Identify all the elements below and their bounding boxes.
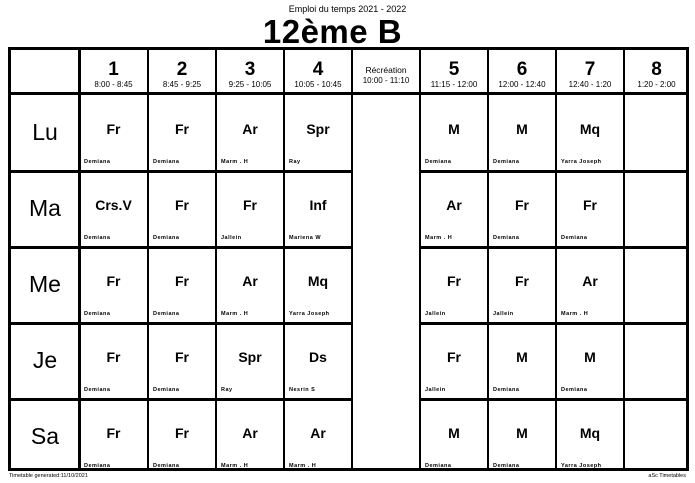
header-period-2 [148, 50, 216, 92]
class-title: 12ème B [262, 13, 403, 50]
lesson-subject: Ar [242, 425, 258, 441]
lesson-cell [420, 171, 488, 247]
break-label: Récréation [365, 65, 407, 75]
lesson-teacher: Demiana [153, 159, 180, 165]
lesson-cell [420, 95, 488, 171]
lesson-subject: M [516, 349, 528, 365]
lesson-subject: Fr [583, 197, 597, 213]
lesson-cell [556, 171, 624, 247]
lesson-cell [284, 247, 352, 323]
lesson-cell [420, 399, 488, 475]
lesson-subject: Fr [515, 197, 529, 213]
lesson-subject: Ar [242, 273, 258, 289]
lesson-cell [488, 171, 556, 247]
lesson-teacher: Demiana [493, 463, 520, 469]
footer-generated-date: Timetable generated:11/10/2021 [9, 473, 88, 479]
lesson-teacher: Jallein [493, 311, 514, 317]
lesson-teacher: Yarra Joseph [289, 311, 330, 317]
lesson-cell [79, 247, 148, 323]
lesson-cell [488, 323, 556, 399]
lesson-teacher: Demiana [153, 463, 180, 469]
lesson-cell [79, 399, 148, 475]
lesson-subject: M [516, 121, 528, 137]
period-number: 8 [651, 59, 662, 80]
lesson-subject: M [448, 121, 460, 137]
header-period-1 [79, 50, 148, 92]
lesson-cell [488, 399, 556, 475]
lesson-teacher: Jallein [221, 235, 242, 241]
lesson-subject: Fr [175, 349, 189, 365]
lesson-teacher: Demiana [425, 463, 452, 469]
lesson-subject: Fr [243, 197, 257, 213]
lesson-teacher: Marm . H [221, 311, 249, 317]
day-label-sa: Sa [30, 423, 60, 449]
period-number: 5 [448, 59, 460, 80]
lesson-subject: Fr [175, 121, 189, 137]
lesson-cell [148, 247, 216, 323]
lesson-cell [216, 399, 284, 475]
lesson-cell [488, 95, 556, 171]
period-number: 7 [584, 59, 596, 80]
period-time: 1:20 - 2:00 [637, 80, 676, 89]
lesson-teacher: Demiana [84, 235, 111, 241]
lesson-subject: Mq [579, 121, 601, 137]
lesson-cell [148, 171, 216, 247]
period-time: 8:00 - 8:45 [94, 80, 133, 89]
lesson-teacher: Demiana [84, 387, 111, 393]
header-period-5 [420, 50, 488, 92]
lesson-teacher: Marm . H [289, 463, 317, 469]
lesson-cell [79, 95, 148, 171]
lesson-cell [284, 399, 352, 475]
lesson-teacher: Demiana [425, 159, 452, 165]
lesson-cell [79, 323, 148, 399]
period-number: 2 [176, 59, 188, 80]
lesson-teacher: Demiana [561, 235, 588, 241]
period-time: 10:05 - 10:45 [294, 80, 342, 89]
lesson-subject: Fr [175, 197, 189, 213]
period-time: 8:45 - 9:25 [162, 80, 202, 89]
timetable-subtitle: Emploi du temps 2021 - 2022 [288, 4, 407, 14]
header-period-4 [284, 50, 352, 92]
lesson-cell [148, 323, 216, 399]
lesson-subject: Ar [446, 197, 462, 213]
lesson-teacher: Demiana [493, 235, 520, 241]
lesson-teacher: Jallein [425, 311, 446, 317]
lesson-subject: Inf [309, 197, 327, 213]
lesson-cell [556, 399, 624, 475]
day-label-me: Me [29, 271, 61, 297]
lesson-teacher: Yarra Joseph [561, 159, 602, 165]
lesson-teacher: Demiana [493, 387, 520, 393]
header-period-6 [488, 50, 556, 92]
lesson-subject: Ar [242, 121, 258, 137]
lesson-teacher: Jallein [425, 387, 446, 393]
period-time: 12:40 - 1:20 [568, 80, 612, 89]
lesson-teacher: Mariena W [289, 235, 322, 241]
lesson-teacher: Ray [221, 387, 233, 393]
period-number: 1 [108, 59, 119, 80]
lesson-subject: M [516, 425, 528, 441]
lesson-teacher: Demiana [493, 159, 520, 165]
lesson-cell [284, 323, 352, 399]
period-number: 6 [516, 59, 528, 80]
lesson-cell [420, 323, 488, 399]
lesson-cell [420, 247, 488, 323]
lesson-subject: Crs.V [95, 197, 132, 213]
lesson-subject: M [448, 425, 460, 441]
period-time: 9:25 - 10:05 [228, 80, 272, 89]
lesson-subject: Fr [106, 121, 121, 137]
lesson-cell [148, 95, 216, 171]
period-number: 3 [244, 59, 256, 80]
lesson-teacher: Ray [289, 159, 301, 165]
lesson-subject: Fr [175, 425, 189, 441]
lesson-teacher: Marm . H [221, 159, 249, 165]
lesson-subject: Spr [238, 349, 262, 365]
lesson-cell [216, 95, 284, 171]
header-period-8 [624, 50, 689, 92]
lesson-subject: Ar [310, 425, 326, 441]
lesson-subject: Fr [175, 273, 189, 289]
lesson-teacher: Demiana [84, 463, 111, 469]
period-time: 12:00 - 12:40 [498, 80, 546, 89]
lesson-teacher: Demiana [561, 387, 588, 393]
lesson-teacher: Yarra Joseph [561, 463, 602, 469]
lesson-subject: Mq [579, 425, 601, 441]
lesson-cell [216, 247, 284, 323]
lesson-teacher: Demiana [153, 311, 180, 317]
lesson-teacher: Marm . H [561, 311, 589, 317]
period-number: 4 [312, 59, 324, 80]
lesson-cell [216, 323, 284, 399]
lesson-cell [556, 323, 624, 399]
lesson-cell [284, 171, 352, 247]
timetable-grid [8, 47, 689, 471]
lesson-teacher: Marm . H [221, 463, 249, 469]
lesson-teacher: Marm . H [425, 235, 453, 241]
lesson-subject: Fr [515, 273, 529, 289]
day-label-je: Je [32, 347, 58, 373]
lesson-teacher: Demiana [84, 159, 111, 165]
lesson-teacher: Demiana [84, 311, 111, 317]
lesson-subject: Ar [582, 273, 598, 289]
header-period-3 [216, 50, 284, 92]
lesson-teacher: Nesrin S [289, 387, 316, 393]
lesson-subject: Fr [106, 273, 121, 289]
lesson-subject: M [584, 349, 596, 365]
lesson-subject: Fr [447, 349, 461, 365]
lesson-subject: Ds [309, 349, 327, 365]
footer-software-name: aSc Timetables [648, 473, 686, 479]
lesson-subject: Mq [307, 273, 329, 289]
day-label-ma: Ma [29, 195, 61, 221]
lesson-cell [556, 247, 624, 323]
lesson-subject: Fr [106, 425, 121, 441]
lesson-teacher: Demiana [153, 387, 180, 393]
header-period-7 [556, 50, 624, 92]
lesson-cell [284, 95, 352, 171]
lesson-subject: Spr [306, 121, 330, 137]
lesson-cell [488, 247, 556, 323]
lesson-cell [79, 171, 148, 247]
lesson-subject: Fr [106, 349, 121, 365]
period-time: 11:15 - 12:00 [430, 80, 478, 89]
break-time: 10:00 - 11:10 [362, 76, 410, 85]
day-label-lu: Lu [32, 119, 58, 145]
lesson-cell [148, 399, 216, 475]
lesson-cell [556, 95, 624, 171]
lesson-teacher: Demiana [153, 235, 180, 241]
header-break [352, 50, 420, 92]
lesson-subject: Fr [447, 273, 461, 289]
lesson-cell [216, 171, 284, 247]
